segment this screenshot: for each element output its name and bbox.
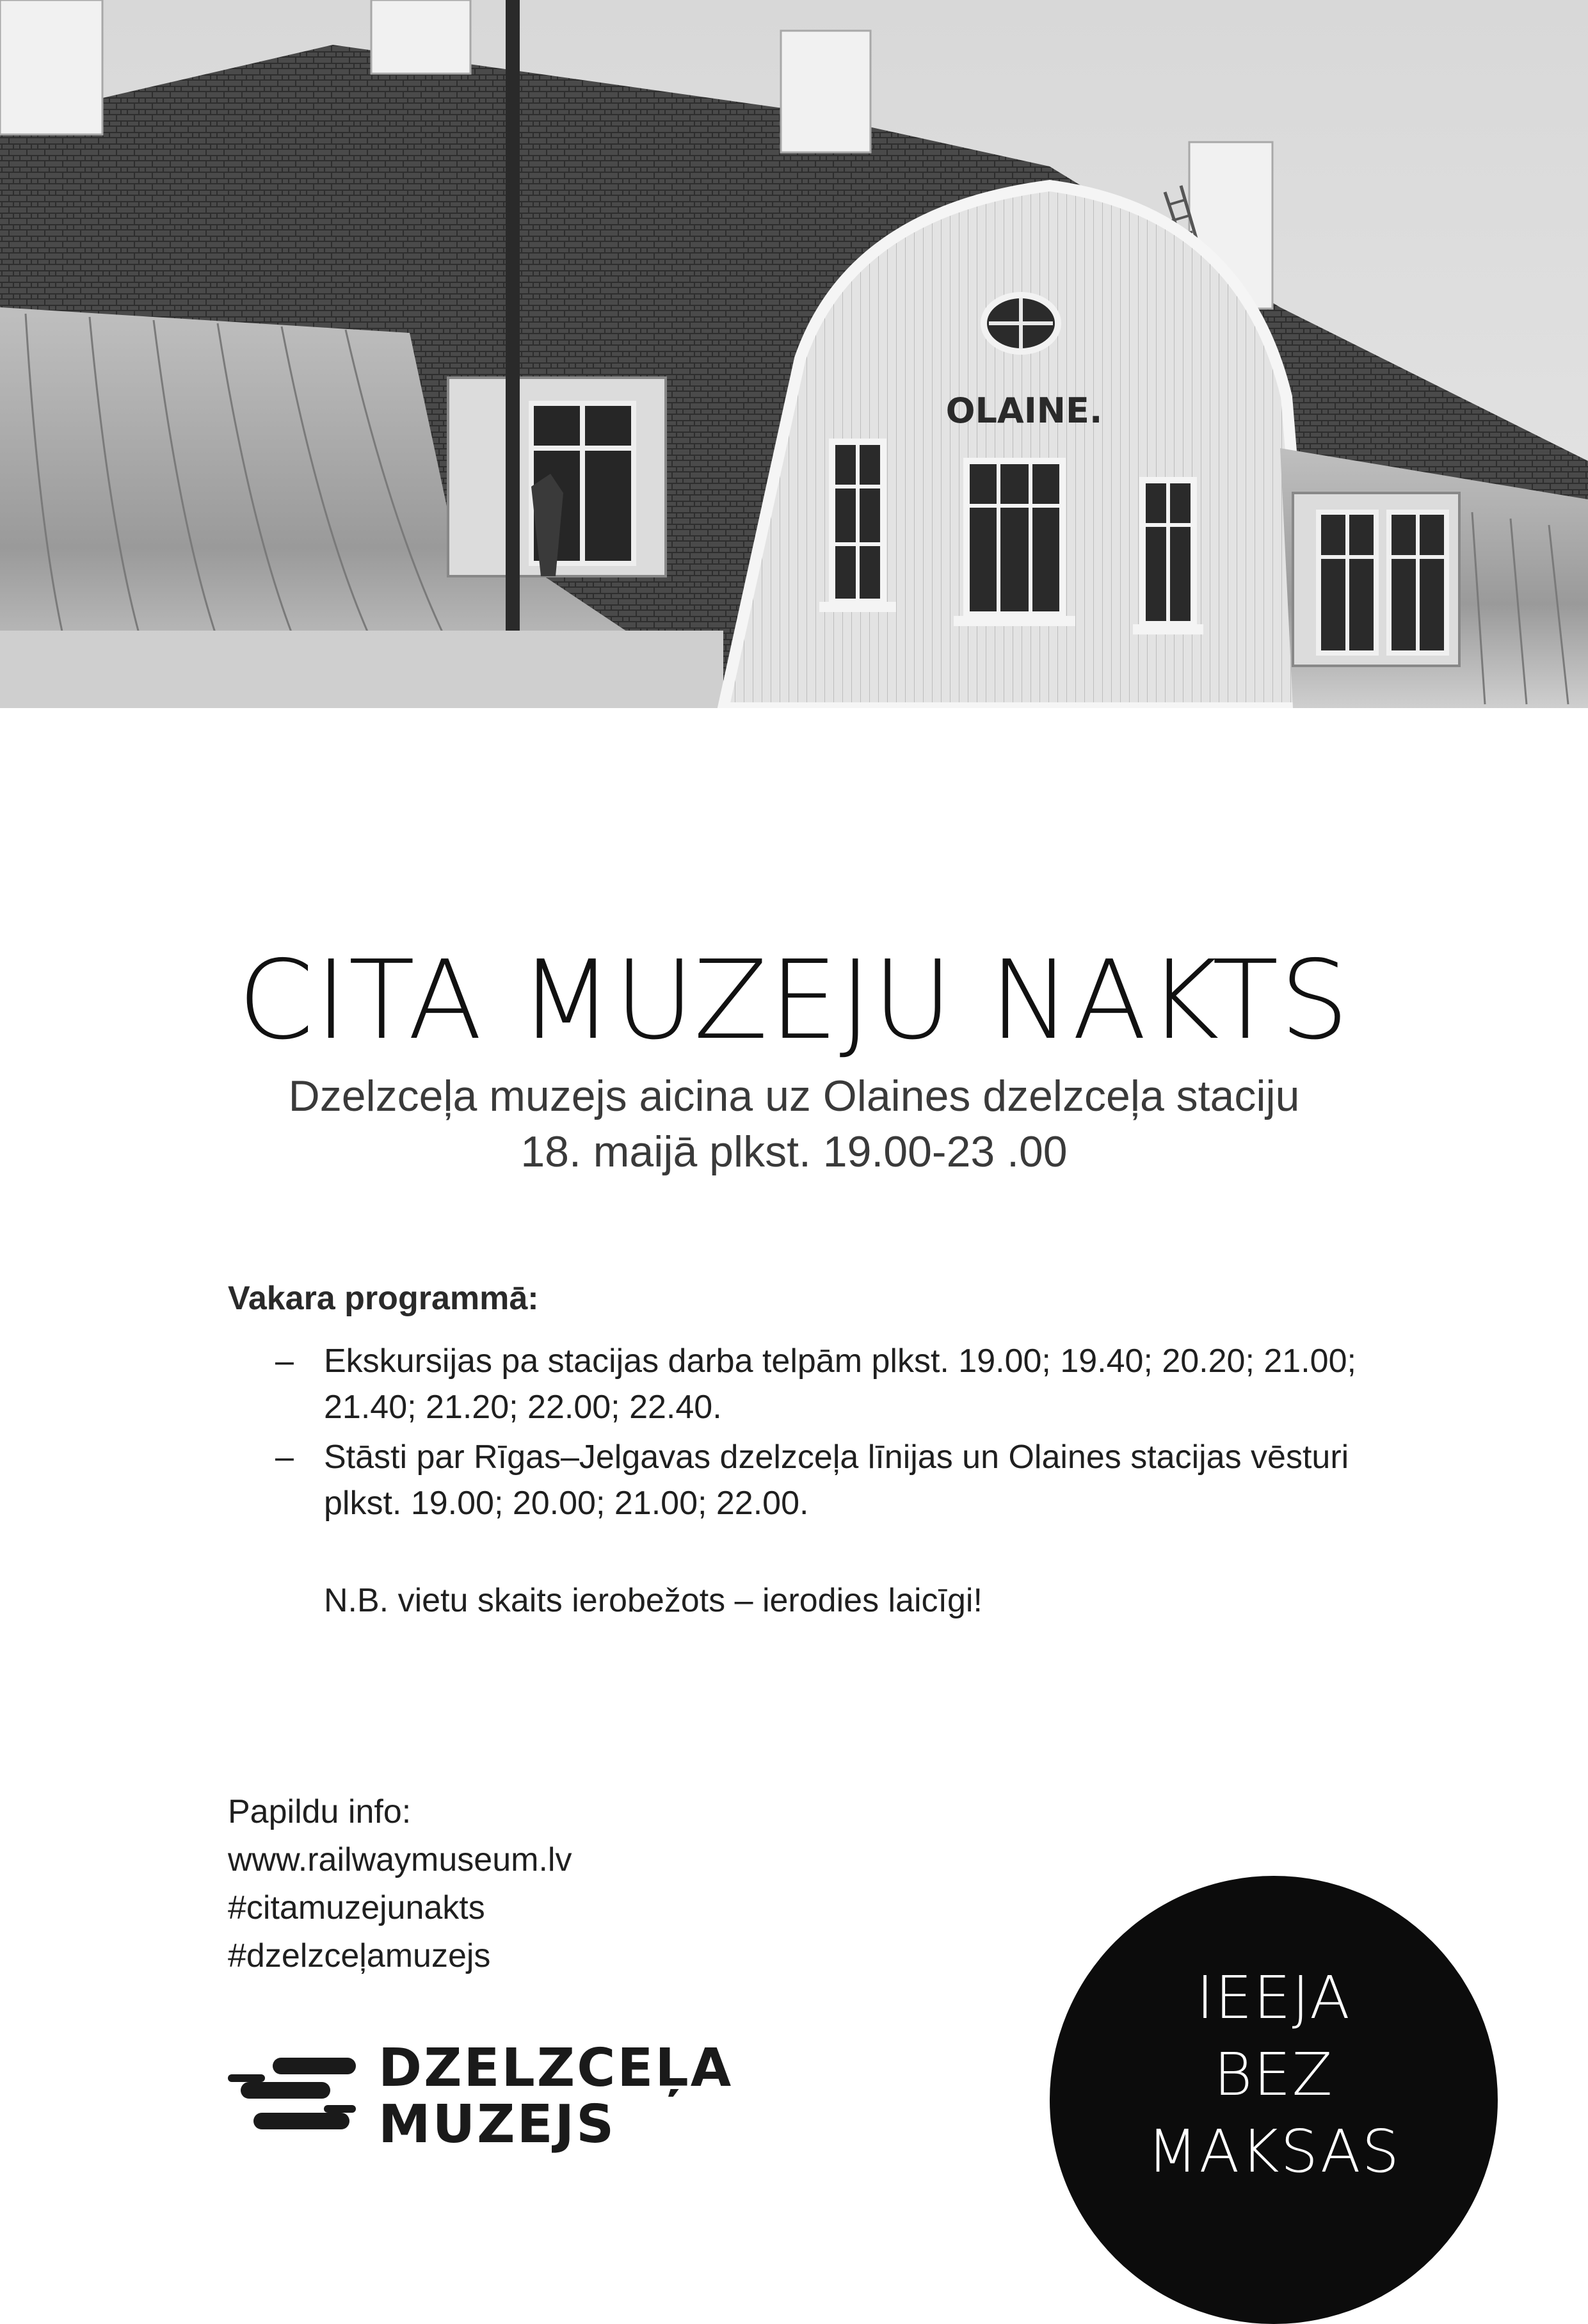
logo-text-line2: MUZEJS <box>378 2094 616 2155</box>
list-dash: – <box>275 1343 294 1380</box>
event-subtitle: Dzelzceļa muzejs aicina uz Olaines dzelzceļa staciju <box>288 1072 1300 1120</box>
website-link[interactable]: www.railwaymuseum.lv <box>228 1841 572 1878</box>
program-item <box>275 1338 1402 1430</box>
info-label: Papildu info: <box>228 1793 412 1830</box>
capacity-note: N.B. vietu skaits ierobežots – ierodies laicīgi! <box>324 1582 982 1619</box>
station-sign-text: OLAINE. <box>945 391 1103 431</box>
badge-line: BEZ <box>1214 2040 1334 2109</box>
hashtag: #citamuzejunakts <box>228 1889 485 1926</box>
museum-logo <box>228 2029 766 2158</box>
list-dash: – <box>275 1439 294 1476</box>
event-date-time: 18. maijā plkst. 19.00-23 .00 <box>520 1127 1068 1176</box>
free-entry-badge <box>1050 1876 1498 2324</box>
program-item <box>275 1434 1402 1526</box>
program-heading: Vakara programmā: <box>228 1280 539 1317</box>
badge-line: IEEJA <box>1196 1964 1351 2032</box>
header-photo <box>0 0 1588 708</box>
program-item-text: Ekskursijas pa stacijas darba telpām plkst. 19.00; 19.40; 20.20; 21.00; 21.40; 21.20; 22.00; 22.40. <box>324 1343 1356 1426</box>
event-title: CITA MUZEJU NAKTS <box>237 937 1351 1064</box>
badge-line: MAKSAS <box>1146 2117 1401 2186</box>
program-item-text: Stāsti par Rīgas–Jelgavas dzelzceļa līnijas un Olaines stacijas vēsturi plkst. 19.00; 20.00; 21.00; 22.00. <box>324 1439 1349 1522</box>
railway-museum-logo-icon <box>228 2041 356 2143</box>
logo-text-line1: DZELZCEĻA <box>378 2038 734 2099</box>
hashtag: #dzelzceļamuzejs <box>228 1937 491 1974</box>
